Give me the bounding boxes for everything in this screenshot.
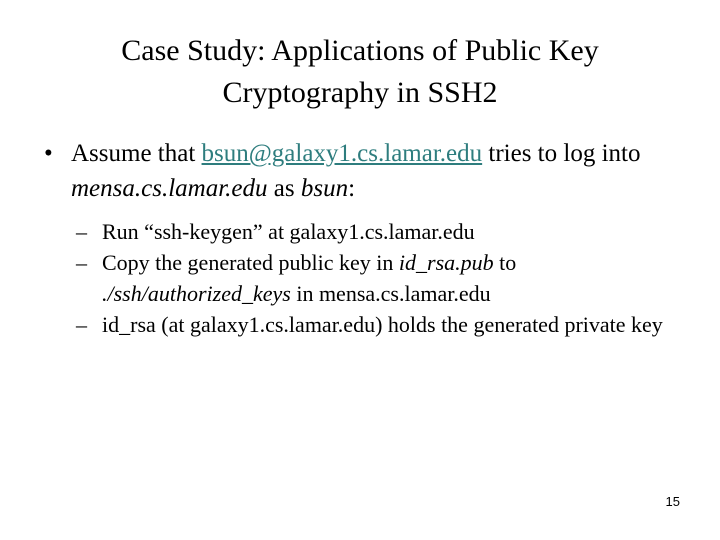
bullet-post-1: tries to log into xyxy=(482,140,641,167)
sub-bullet-item xyxy=(76,247,676,309)
bullet-post-3: : xyxy=(348,175,356,202)
bullet-pre: Assume that xyxy=(71,140,202,167)
authorized-keys-file: ./ssh/authorized_keys xyxy=(102,281,291,306)
bullet-post-2: as xyxy=(267,175,301,202)
title-line-1: Case Study: Applications of Public Key xyxy=(121,34,599,67)
sub-bullet-post: in mensa.cs.lamar.edu xyxy=(290,281,491,306)
sub-bullet-text: id_rsa (at galaxy1.cs.lamar.edu) holds the generated private key xyxy=(102,312,663,337)
email-link[interactable]: bsun@galaxy1.cs.lamar.edu xyxy=(201,140,483,167)
page-number: 15 xyxy=(665,494,680,509)
sub-bullet-mid: to xyxy=(493,250,517,275)
title-line-2: Cryptography in SSH2 xyxy=(222,76,498,109)
main-bullet xyxy=(44,136,684,206)
sub-bullet-pre: Copy the generated public key in xyxy=(102,250,399,275)
public-key-file: id_rsa.pub xyxy=(398,250,494,275)
host-name: mensa.cs.lamar.edu xyxy=(71,175,268,202)
user-name: bsun xyxy=(300,175,349,202)
dash-icon: – xyxy=(76,312,87,337)
dash-icon: – xyxy=(76,219,87,244)
dash-icon: – xyxy=(76,250,87,275)
sub-bullet-item xyxy=(76,216,676,247)
bullet-dot-icon: • xyxy=(44,140,53,167)
slide-title xyxy=(0,30,720,114)
sub-bullet-text: Run “ssh-keygen” at galaxy1.cs.lamar.edu xyxy=(102,219,475,244)
sub-bullet-item xyxy=(76,309,676,340)
bullet-text xyxy=(71,136,684,206)
sub-bullet-list xyxy=(76,216,676,340)
